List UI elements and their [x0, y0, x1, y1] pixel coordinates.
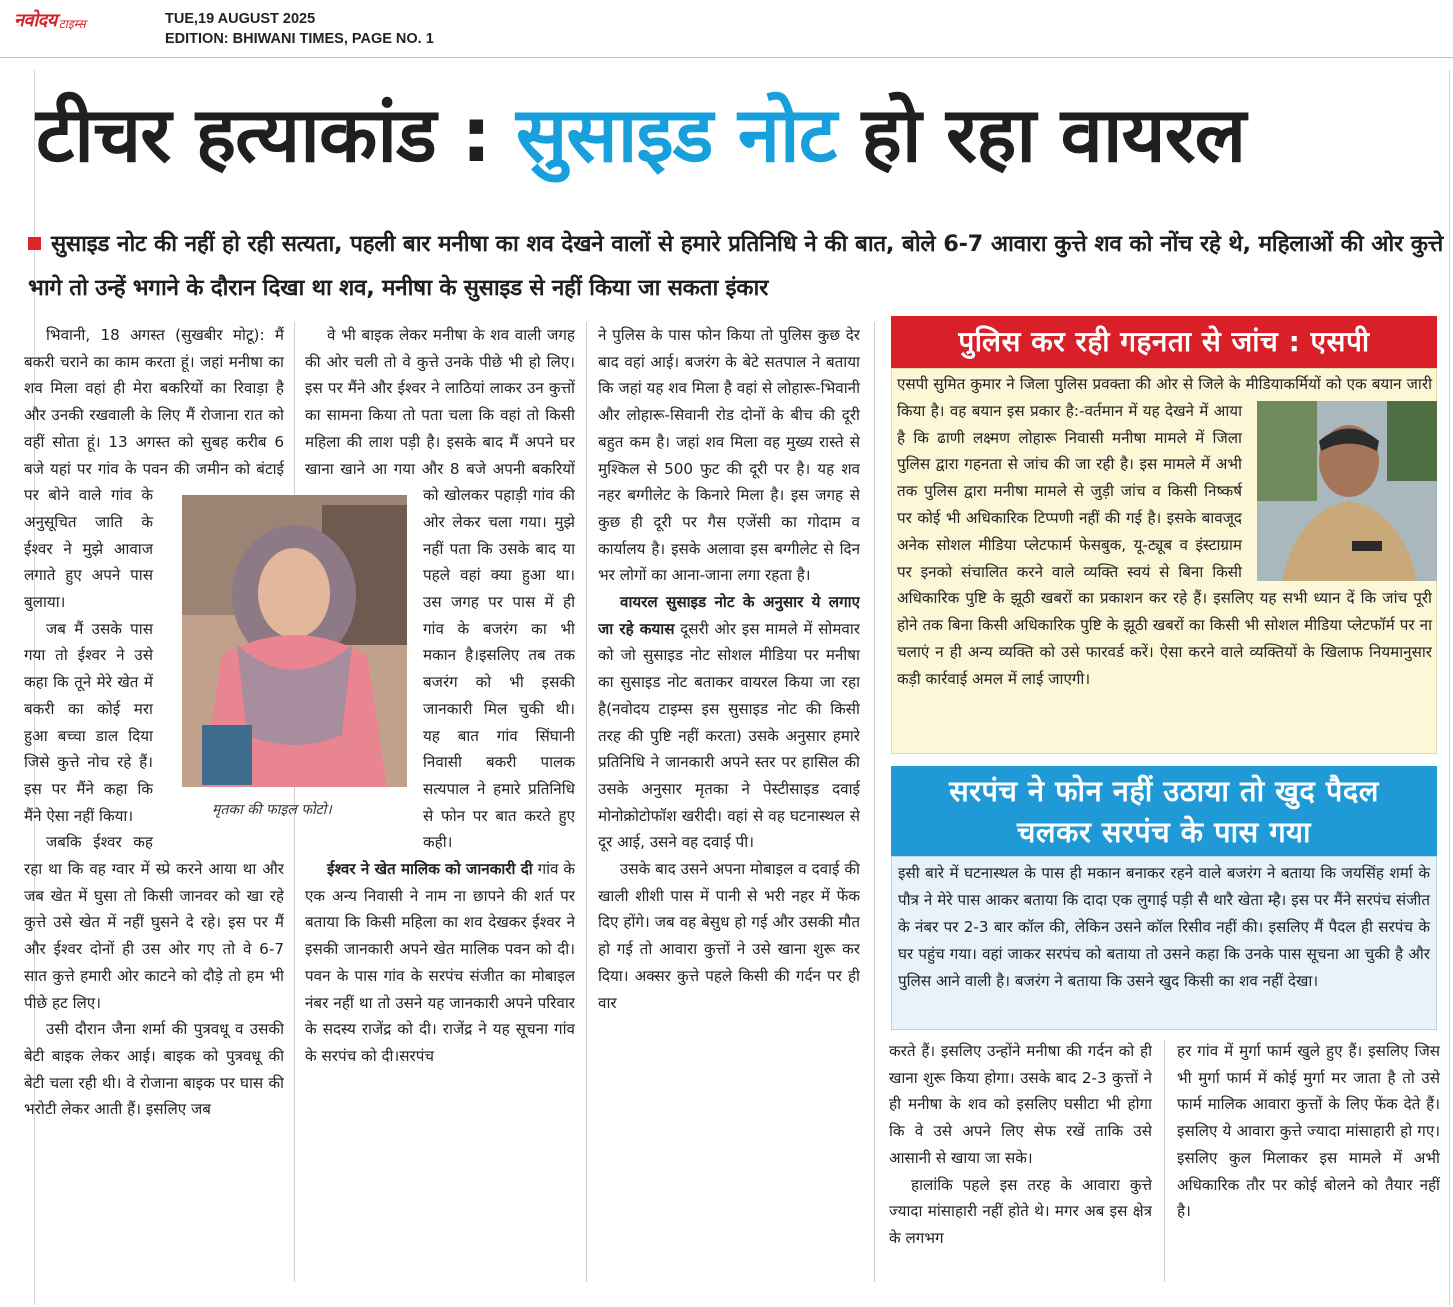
column-2	[305, 322, 575, 1282]
column-1-paragraph-4: उसी दौरान जैना शर्मा की पुत्रवधू व उसकी बेटी बाइक लेकर आई। बाइक को पुत्रवधू की बेटी चला रही थी। वे रोजाना बाइक पर घास की भरोटी लेकर आती हैं। इसलिए जब	[24, 1020, 284, 1119]
column-4-paragraph-2: हालांकि पहले इस तरह के आवारा कुत्ते ज्यादा मांसाहारी नहीं होते थे। मगर अब इस क्षेत्र के लगभग	[889, 1175, 1152, 1247]
logo-sub-text: टाइम्स	[58, 17, 86, 31]
column-2-paragraph-1: वे भी बाइक लेकर मनीषा के शव वाली जगह की ओर चली तो वे कुत्ते उनके पीछे भी हो लिए। इस पर मैंने और ईश्वर ने लाठियां लाकर उन कुत्तों का सामना किया तो पता चला कि वहां तो किसी महिला की लाश पड़ी है। इसके बाद मैं अपने घर खाना खाने आ गया और 8 बजे अपनी बकरियों को खोलकर पहाड़ी गांव की ओर लेकर चला गया। मुझे नहीं पता कि उसके बाद या पहले वहां क्या हुआ था। उस जगह पर पास में ही गांव के बजरंग का भी मकान है।इसलिए तब तक बजरंग को भी इसकी जानकारी मिल चुकी थी। यह बात गांव सिंघानी निवासी बकरी पालक सत्यपाल ने हमारे प्रतिनिधि से फोन पर बात करते हुए कही।	[305, 326, 575, 852]
sarpanch-heading-line-1: सरपंच ने फोन नहीं उठाया तो खुद पैदल	[949, 774, 1379, 808]
column-4-paragraph-1: करते हैं। इसलिए उन्होंने मनीषा की गर्दन को ही खाना शुरू किया होगा। उसके बाद 2-3 कुत्तों ने ही मनीषा के शव को इसलिए घसीटा भी होगा कि वे उसे अपने लिए सेफ रखें ताकि उसे आसानी से खाया जा सके।	[889, 1042, 1152, 1167]
headline-part-3: हो रहा वायरल	[836, 90, 1246, 179]
sp-portrait-photo	[1257, 401, 1437, 581]
sarpanch-box-heading	[891, 766, 1437, 856]
publication-date: TUE,19 AUGUST 2025	[165, 11, 316, 27]
red-square-bullet-icon	[28, 237, 41, 250]
column-divider	[874, 322, 875, 1282]
column-3-paragraph-3: उसके बाद उसने अपना मोबाइल व दवाई की खाली शीशी पास में पानी से भरी नहर में फेंक दिए होंगे। जब वह बेसुध हो गई और उसकी मौत हो गई तो आवारा कुत्तों ने उसे खाना शुरू कर दिया। अक्सर कुत्ते पहले किसी की गर्दन पर ही वार	[598, 860, 860, 1012]
column-5	[1177, 1038, 1440, 1282]
logo-main-text: नवोदय	[14, 10, 57, 31]
sarpanch-box-text: इसी बारे में घटनास्थल के पास ही मकान बनाकर रहने वाले बजरंग ने बताया कि जयसिंह शर्मा के पौत्र ने मेरे पास आकर बताया कि दादा एक लुगाई पड़ी सै थारै खेता म्है। इस पर मैंने सरपंच संजीत के नंबर पर 2-3 बार कॉल की, लेकिन उसने कॉल रिसीव नहीं की। इसलिए मैं पैदल ही सरपंच के घर पहुंच गया। वहां जाकर सरपंच को बताया तो उसने कहा कि उनके पास सूचना आ चुकी है और पुलिस आने वाली है। बजरंग ने बताया कि उसने खुद किसी का शव नहीं देखा।	[898, 864, 1430, 990]
sarpanch-heading-line-2: चलकर सरपंच के पास गया	[1017, 815, 1311, 849]
victim-file-photo	[182, 495, 407, 787]
column-divider	[586, 322, 587, 1282]
photo-caption: मृतका की फाइल फोटो।	[212, 802, 332, 818]
victim-photo-illustration	[182, 495, 407, 787]
column-4	[889, 1038, 1152, 1282]
column-1-paragraph-3: जबकि ईश्वर कह रहा था कि वह ग्वार में स्प्रे करने आया था और जब खेत में घुसा तो किसी जानवर को खा रहे कुत्ते उसे खेत में नहीं घुसने दे रहे। इस पर मैं और ईश्वर दोनों ही उस ओर गए तो वे 6-7 सात कुत्ते हमारी ओर काटने को दौड़े तो हम भी पीछे हट लिए।	[24, 833, 284, 1012]
sub-headline	[28, 222, 1443, 310]
column-2-paragraph-2: गांव के एक अन्य निवासी ने नाम ना छापने की शर्त पर बताया कि किसी महिला का शव देखकर ईश्वर ने इसकी जानकारी अपने खेत मालिक पवन को दी। पवन के पास गांव के सरपंच संजीत का मोबाइल नंबर नहीं था तो उसने यह जानकारी अपने परिवार के सदस्य राजेंद्र को दी। राजेंद्र ने यह सूचना गांव के सरपंच को दी।सरपंच	[305, 860, 575, 1065]
column-3-paragraph-1: ने पुलिस के पास फोन किया तो पुलिस कुछ देर बाद वहां आई। बजरंग के बेटे सतपाल ने बताया कि जहां यह शव मिला है वहां से लोहारू-भिवानी और लोहारू-सिवानी रोड दोनों के बीच की दूरी बहुत कम है। जहां शव मिला वह मुख्य रास्ते से मुश्किल से 500 फुट की दूरी पर है। यह शव नहर बग्गीलेट के किनारे मिला है। इस जगह से कुछ ही दूरी पर गैस एजेंसी का गोदाम व कार्यालय है। इसके अलावा इस बग्गीलेट से दिन भर लोगों का आना-जाना लगा रहता है।	[598, 326, 860, 585]
edition-label: EDITION: BHIWANI TIMES, PAGE NO. 1	[165, 31, 434, 47]
column-1-paragraph-1-full: भिवानी, 18 अगस्त (सुखबीर मोटू): मैं बकरी चराने का काम करता हूं। जहां मनीषा का शव मिला वहां ही मेरा बकरियों का रिवाड़ा है और उनकी रखवाली के लिए मैं रोजाना रात को वहीं सोता हूं। 13 अगस्त को सुबह करीब 6 बजे यहां पर गांव के पवन की जमीन को बंटाई पर बोने वाले गांव के अनुसूचित जाति के ईश्वर ने मुझे आवाज लगाते हुए अपने पास बुलाया।	[24, 326, 284, 612]
headline-part-1: टीचर हत्याकांड :	[36, 90, 516, 179]
main-headline	[36, 80, 1436, 190]
masthead-bar	[0, 0, 1453, 58]
column-5-paragraph-1: हर गांव में मुर्गा फार्म खुले हुए हैं। इसलिए जिस भी मुर्गा फार्म में कोई मुर्गा मर जाता है तो उसे फार्म मालिक आवारा कुत्तों के लिए फेंक देते हैं। इसलिए ये आवारा कुत्ते ज्यादा मांसाहारी हो गए। इसलिए कुल मिलाकर इस मामले में अभी अधिकारिक तौर पर कोई बोलने को तैयार नहीं है।	[1177, 1042, 1440, 1221]
column-divider	[1164, 1040, 1165, 1282]
column-3-paragraph-2: दूसरी ओर इस मामले में सोमवार को जो सुसाइड नोट सोशल मीडिया पर मनीषा का सुसाइड नोट बताकर वायरल किया जा रहा है(नवोदय टाइम्स इस सुसाइड नोट की किसी तरह की पुष्टि नहीं करता) उसके अनुसार हमारे प्रतिनिधि ने जानकारी अपने स्तर पर हासिल की उसके अनुसार मृतका ने पेस्टीसाइड दवाई मोनोक्रोटोफॉश खरीदी। वहां से वह घटनास्थल से दूर आई, उसने वह दवाई पी।	[598, 619, 860, 852]
column-3-subheading: वायरल सुसाइड नोट के अनुसार ये लगाए जा रहे कयास	[598, 593, 860, 638]
column-3	[598, 322, 860, 1282]
sp-box-heading: पुलिस कर रही गहनता से जांच : एसपी	[891, 316, 1437, 368]
column-2-subheading: ईश्वर ने खेत मालिक को जानकारी दी	[327, 860, 533, 879]
sp-statement-text: एसपी सुमित कुमार ने जिला पुलिस प्रवक्ता की ओर से जिले के मीडियाकर्मियों को एक बयान जारी किया है। वह बयान इस प्रकार है:-वर्तमान में यह देखने में आया है कि ढाणी लक्ष्मण लोहारू निवासी मनीषा मामले में जिला पुलिस द्वारा गहनता से जांच की जा रही है। इस मामले में अभी तक पुलिस द्वारा मनीषा मामले से जुड़ी जांच व किसी निष्कर्ष पर कोई भी अधिकारिक टिप्पणी नहीं की गई है। इसके बावजूद अनेक सोशल मीडिया प्लेटफार्म फेसबुक, यू-ट्यूब व इंस्टाग्राम पर इनको संचालित करने वाले व्यक्ति स्वयं से बिना किसी अधिकारिक पुष्टि के झूठी खबरों का प्रकाशन कर रहे हैं। इसलिए यह सभी ध्यान दें कि जांच पूरी होने तक बिना किसी अधिकारिक पुष्टि के झूठी खबरों का किसी भी सोशल मीडिया प्लेटफॉर्म पर ना चलाएं न ही अन्य व्यक्ति को उसे फारवर्ड करें। ऐसा करने वाले व्यक्तियों के खिलाफ नियमानुसार कड़ी कार्रवाई अमल में लाई जाएगी।	[897, 375, 1432, 688]
headline-part-2: सुसाइड नोट	[515, 90, 837, 179]
edition-info	[165, 9, 434, 49]
sarpanch-box	[891, 856, 1437, 1030]
sp-portrait-illustration	[1257, 401, 1437, 581]
column-1-paragraph-2: जब मैं उसके पास गया तो ईश्वर ने उसे कहा कि तूने मेरे खेत में बकरी का कोई मरा हुआ बच्चा डाल दिया जिसे कुत्ते नोच रहे हैं। इस पर मैंने कहा कि मैंने ऐसा नहीं किया।	[24, 619, 153, 825]
sub-headline-text: सुसाइड नोट की नहीं हो रही सत्यता, पहली बार मनीषा का शव देखने वालों से हमारे प्रतिनिधि ने की बात, बोले 6-7 आवारा कुत्ते शव को नोंच रहे थे, महिलाओं की ओर कुत्ते भागे तो उन्हें भगाने के दौरान दिखा था शव, मनीषा के सुसाइड से नहीं किया जा सकता इंकार	[28, 231, 1443, 301]
newspaper-logo	[14, 8, 86, 32]
